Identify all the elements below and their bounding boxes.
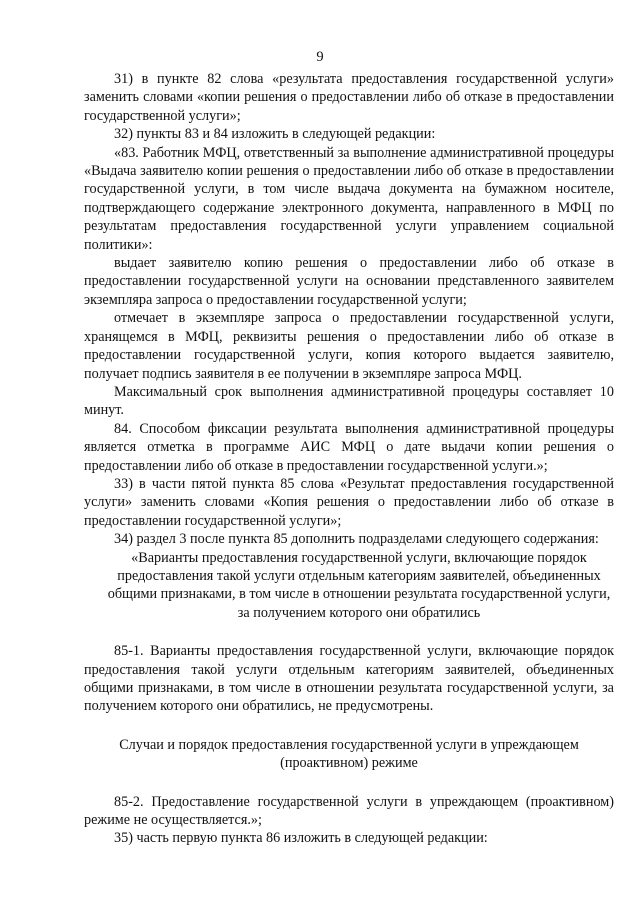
quoted-section-heading: «Варианты предоставления государственной услуги, включающие порядок предоставления такой услуги отдельным категориям заявителей, объединенных общими признаками, в том числе в отношении результата государственной услуги, за получением которого они обратились [107, 549, 611, 621]
paragraph-85-2: 85-2. Предоставление государственной услуги в упреждающем (проактивном) режиме не осуществляется.»; [84, 793, 614, 829]
section-heading-proactive: Случаи и порядок предоставления государственной услуги в упреждающем (проактивном) режиме [119, 736, 579, 772]
paragraph-83-issue: выдает заявителю копию решения о предоставлении либо об отказе в предоставлении государственной услуги на основании представленного заявителем экземпляра запроса о предоставлении государственной услуги; [84, 255, 614, 308]
paragraph-83: «83. Работник МФЦ, ответственный за выполнение административной процедуры «Выдача заявителю копии решения о предоставлении либо об отказе в предоставлении государственной услуги, в том числе выдача документа на бумажном носителе, подтверждающего содержание электронного документа, направленного в МФЦ по результатам предоставления государственной услуги управлением социальной политики»: [84, 144, 614, 253]
paragraph-85-1: 85-1. Варианты предоставления государственной услуги, включающие порядок предоставления такой услуги отдельным категориям заявителей, объединенных общими признаками, в том числе в отношении результата государственной услуги, за получением которого они обратились, не предусмотрены. [84, 643, 614, 715]
paragraph-84: 84. Способом фиксации результата выполнения административной процедуры является отметка в программе АИС МФЦ о дате выдачи копии решения о предоставлении либо об отказе в предоставлении государственной услуги.»; [84, 420, 614, 474]
paragraph-35: 35) часть первую пункта 86 изложить в следующей редакции: [114, 830, 488, 847]
paragraph-32: 32) пункты 83 и 84 изложить в следующей редакции: [114, 126, 436, 143]
paragraph-83-mark: отмечает в экземпляре запроса о предоставлении государственной услуги, хранящемся в МФЦ, реквизиты решения о предоставлении либо об отказе в предоставлении государственной услуги, копия которого выдается заявителю, получает подпись заявителя в ее получении в экземпляре запроса МФЦ. [84, 310, 614, 382]
document-body [84, 70, 614, 848]
page-number: 9 [316, 49, 324, 65]
paragraph-34: 34) раздел 3 после пункта 85 дополнить подразделами следующего содержания: [114, 531, 599, 548]
paragraph-83-deadline: Максимальный срок выполнения административной процедуры составляет 10 минут. [84, 383, 614, 419]
paragraph-31: 31) в пункте 82 слова «результата предоставления государственной услуги» заменить словами «копии решения о предоставлении либо об отказе в предоставлении государственной услуги»; [84, 71, 614, 124]
paragraph-33: 33) в части пятой пункта 85 слова «Результат предоставления государственной услуги» заменить словами «Копия решения о предоставлении либо об отказе в предоставлении государственной услуги»; [84, 475, 614, 529]
